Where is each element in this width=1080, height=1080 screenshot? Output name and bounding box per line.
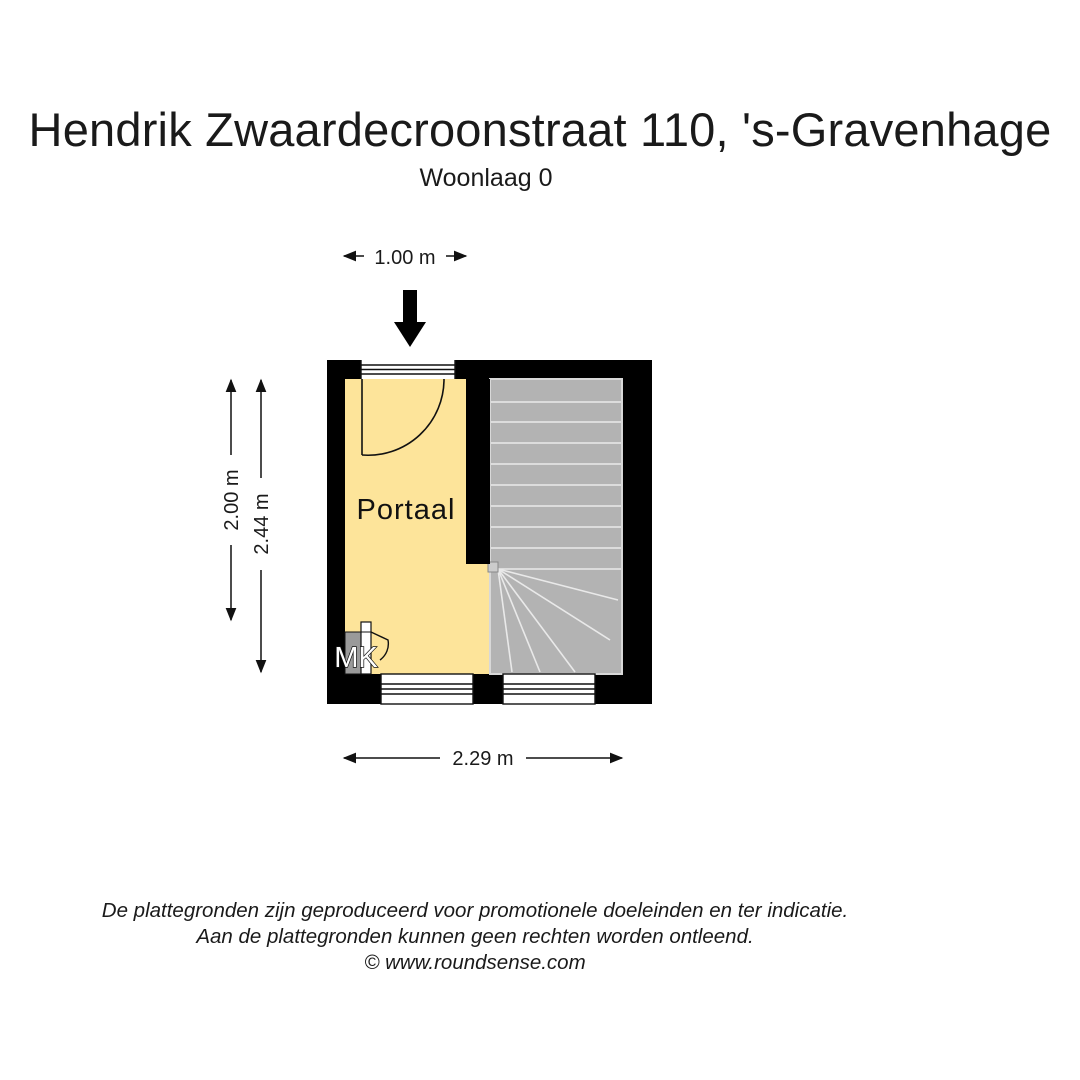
- bottom-window-left: [381, 674, 473, 704]
- dimension-left-outer: [251, 380, 273, 672]
- disclaimer: [0, 898, 950, 976]
- dimension-top-label: 1.00 m: [374, 247, 436, 269]
- room-label-mk: MK: [334, 642, 378, 674]
- front-door: [361, 360, 455, 379]
- interior-wall: [466, 379, 490, 564]
- disclaimer-line-2: Aan de plattegronden kunnen geen rechten worden ontleend.: [196, 925, 754, 948]
- plan-title: Hendrik Zwaardecroonstraat 110, 's-Gravenhage: [28, 103, 1052, 156]
- room-label-portaal: Portaal: [356, 494, 456, 526]
- dimension-left-inner: [221, 380, 243, 620]
- entrance-arrow-icon: [394, 290, 426, 347]
- dimension-left-inner-label: 2.00 m: [221, 469, 243, 531]
- copyright-line: © www.roundsense.com: [364, 951, 586, 974]
- bottom-window-right: [503, 674, 595, 704]
- dimension-left-outer-label: 2.44 m: [251, 493, 273, 555]
- dimension-bottom-label: 2.29 m: [452, 748, 514, 770]
- dimension-bottom: [344, 748, 622, 770]
- dimension-top: [344, 247, 466, 269]
- floor-level-label: Woonlaag 0: [419, 164, 553, 192]
- stair-icon: [488, 379, 622, 674]
- disclaimer-line-1: De plattegronden zijn geproduceerd voor promotionele doeleinden en ter indicatie.: [101, 899, 849, 922]
